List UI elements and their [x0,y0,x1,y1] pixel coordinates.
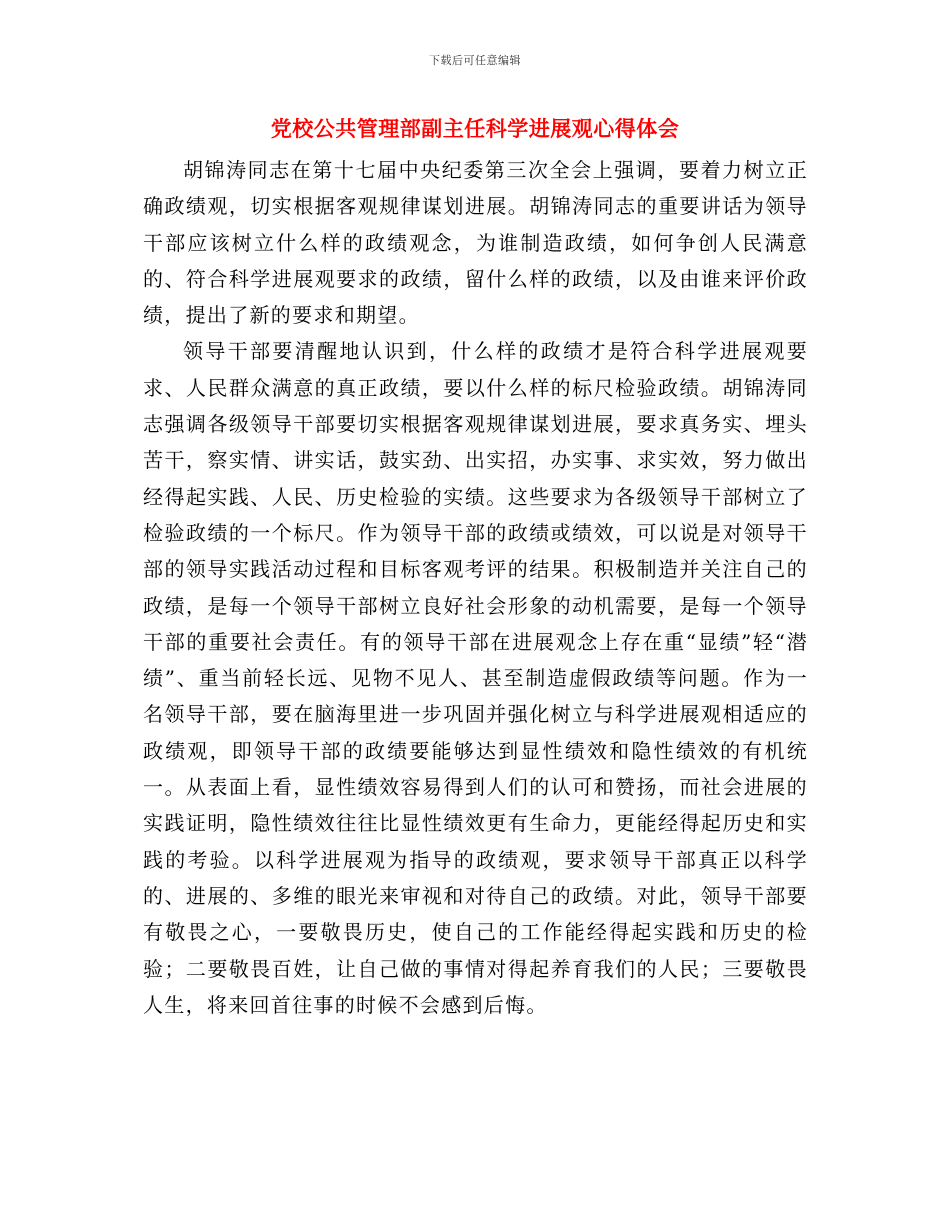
body-paragraph: 领导干部要清醒地认识到，什么样的政绩才是符合科学进展观要求、人民群众满意的真正政绩，要以什么样的标尺检验政绩。胡锦涛同志强调各级领导干部要切实根据客观规律谋划进展，要求真务实、埋头苦干，察实情、讲实话，鼓实劲、出实招，办实事、求实效，努力做出经得起实践、人民、历史检验的实绩。这些要求为各级领导干部树立了检验政绩的一个标尺。作为领导干部的政绩或绩效，可以说是对领导干部的领导实践活动过程和目标客观考评的结果。积极制造并关注自己的政绩，是每一个领导干部树立良好社会形象的动机需要，是每一个领导干部的重要社会责任。有的领导干部在进展观念上存在重“显绩”轻“潜绩”、重当前轻长远、见物不见人、甚至制造虚假政绩等问题。作为一名领导干部，要在脑海里进一步巩固并强化树立与科学进展观相适应的政绩观，即领导干部的政绩要能够达到显性绩效和隐性绩效的有机统一。从表面上看，显性绩效容易得到人们的认可和赞扬，而社会进展的实践证明，隐性绩效往往比显性绩效更有生命力，更能经得起历史和实践的考验。以科学进展观为指导的政绩观，要求领导干部真正以科学的、进展的、多维的眼光来审视和对待自己的政绩。对此，领导干部要有敬畏之心，一要敬畏历史，使自己的工作能经得起实践和历史的检验；二要敬畏百姓，让自己做的事情对得起养育我们的人民；三要敬畏人生，将来回首往事的时候不会感到后悔。 [143,339,808,1017]
body-paragraph: 胡锦涛同志在第十七届中央纪委第三次全会上强调，要着力树立正确政绩观，切实根据客观规律谋划进展。胡锦涛同志的重要讲话为领导干部应该树立什么样的政绩观念，为谁制造政绩，如何争创人民满意的、符合科学进展观要求的政绩，留什么样的政绩，以及由谁来评价政绩，提出了新的要求和期望。 [143,158,808,328]
document-title: 党校公共管理部副主任科学进展观心得体会 [270,116,680,141]
header-note: 下载后可任意编辑 [429,54,521,67]
document-body [143,152,808,1023]
